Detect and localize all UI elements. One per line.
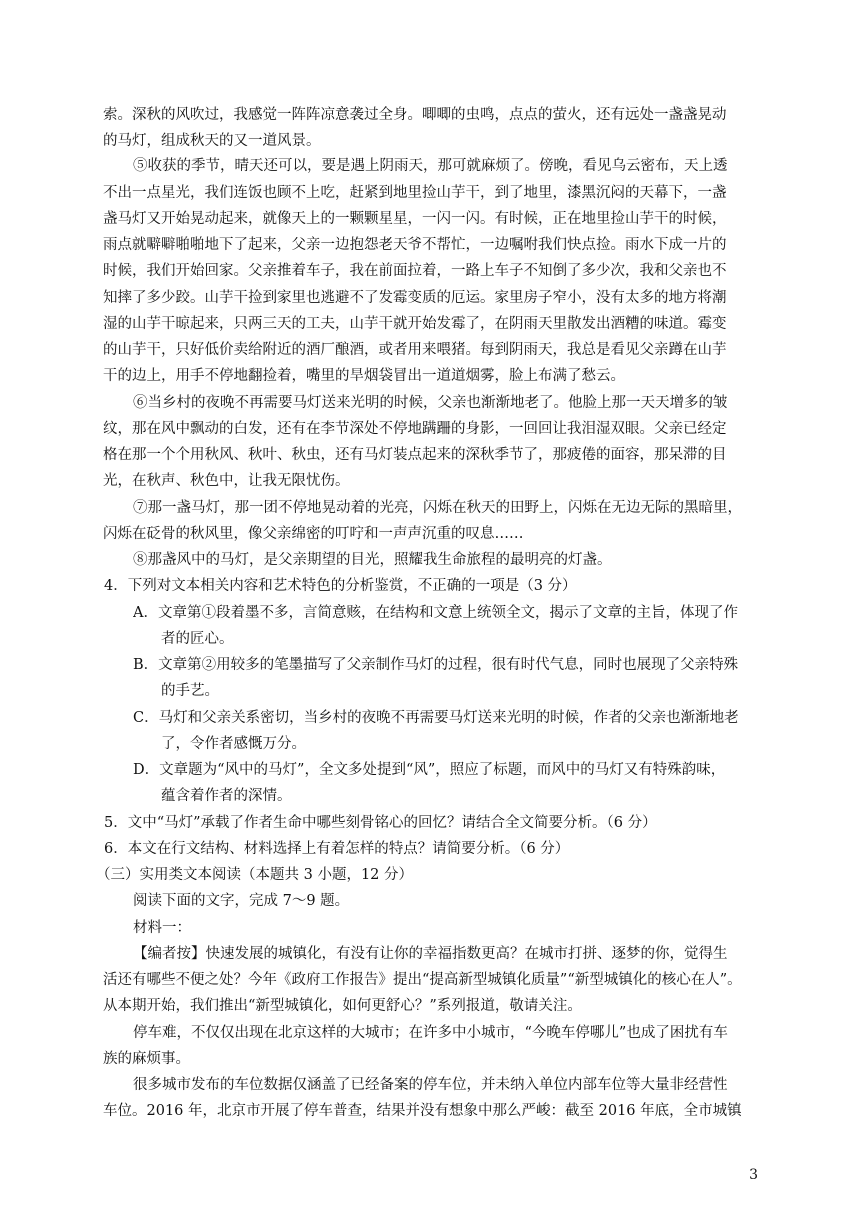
option-d-cont: 蕴含着作者的深情。 xyxy=(161,788,292,804)
text-line: 车位。2016 年，北京市开展了停车普查，结果并没有想象中那么严峻：截至 2016 年底，全市城镇 xyxy=(103,1103,742,1119)
text-line: 格在那一个个用秋风、秋叶、秋虫，还有马灯装点起来的深秋季节了，那疲倦的面容，那呆滞的目 xyxy=(103,447,727,463)
text-line: 时候，我们开始回家。父亲推着车子，我在前面拉着，一路上车子不知倒了多少次，我和父亲也不 xyxy=(103,263,727,279)
paragraph-6-start: ⑥当乡村的夜晚不再需要马灯送来光明的时候，父亲也渐渐地老了。他脸上那一天天增多的皱 xyxy=(133,395,728,411)
paragraph-8: ⑧那盏风中的马灯，是父亲期望的目光，照耀我生命旅程的最明亮的灯盏。 xyxy=(133,552,612,568)
text-line: 纹，那在风中飘动的白发，还有在李节深处不停地蹒跚的身影，一回回让我泪湿双眼。父亲已经定 xyxy=(103,421,727,437)
question-6: 6．本文在行文结构、材料选择上有着怎样的特点？请简要分析。（6 分） xyxy=(104,841,570,857)
text-line: 从本期开始，我们推出“新型城镇化，如何更舒心？”系列报道，敬请关注。 xyxy=(103,998,582,1014)
option-a-cont: 者的匠心。 xyxy=(161,631,234,647)
option-c: C．马灯和父亲关系密切，当乡村的夜晚不再需要马灯送来光明的时候，作者的父亲也渐渐地老 xyxy=(133,710,739,726)
text-line: 知摔了多少跤。山芋干捡到家里也逃避不了发霉变质的厄运。家里房子窄小，没有太多的地方将潮 xyxy=(103,290,727,306)
paragraph-5-start: ⑤收获的季节，晴天还可以，要是遇上阴雨天，那可就麻烦了。傍晚，看见乌云密布，天上透 xyxy=(133,158,728,174)
editor-note-start: 【编者按】快速发展的城镇化，有没有让你的幸福指数更高？在城市打拼、逐梦的你，觉得生 xyxy=(133,946,728,962)
option-a: A．文章第①段着墨不多，言简意赅，在结构和文意上统领全文，揭示了文章的主旨，体现了作 xyxy=(133,605,738,621)
text-line: 闪烁在砭骨的秋风里，像父亲绵密的叮咛和一声声沉重的叹息…… xyxy=(103,526,524,542)
text-line: 光，在秋声、秋色中，让我无限忧伤。 xyxy=(103,473,350,489)
option-b: B．文章第②用较多的笔墨描写了父亲制作马灯的过程，很有时代气息，同时也展现了父亲特殊 xyxy=(133,657,739,673)
text-line: 的山芋干，只好低价卖给附近的酒厂酿酒，或者用来喂猪。每到阴雨天，我总是看见父亲蹲在山芋 xyxy=(103,342,727,358)
section-heading: （三）实用类文本阅读（本题共 3 小题，12 分） xyxy=(96,867,414,883)
text-line: 族的麻烦事。 xyxy=(103,1051,190,1067)
option-b-cont: 的手艺。 xyxy=(161,683,219,699)
instruction: 阅读下面的文字，完成 7～9 题。 xyxy=(133,893,350,909)
material-label: 材料一： xyxy=(133,920,191,936)
option-c-cont: 了，令作者感慨万分。 xyxy=(161,736,306,752)
question-5: 5．文中“马灯”承载了作者生命中哪些刻骨铭心的回忆？请结合全文简要分析。（6 分） xyxy=(104,815,657,831)
paragraph-start: 停车难，不仅仅出现在北京这样的大城市；在许多中小城市，“今晚车停哪儿”也成了困扰有车 xyxy=(133,1025,728,1041)
text-line: 的马灯，组成秋天的又一道风景。 xyxy=(103,133,321,149)
text-line: 干的边上，用手不停地翻捡着，嘴里的旱烟袋冒出一道道烟雾，脸上布满了愁云。 xyxy=(103,368,625,384)
text-line: 索。深秋的风吹过，我感觉一阵阵凉意袭过全身。唧唧的虫鸣，点点的萤火，还有远处一盏盏晃动 xyxy=(103,107,727,123)
text-line: 盏马灯又开始晃动起来，就像天上的一颗颗星星，一闪一闪。有时候，正在地里捡山芋干的时候， xyxy=(103,211,727,227)
text-line: 不出一点星光，我们连饭也顾不上吃，赶紧到地里捡山芋干，到了地里，漆黑沉闷的天幕下，一盏 xyxy=(103,185,727,201)
text-line: 雨点就噼噼啪啪地下了起来，父亲一边抱怨老天爷不帮忙，一边嘱咐我们快点捡。雨水下成一片的 xyxy=(103,237,727,253)
text-line: 活还有哪些不便之处？今年《政府工作报告》提出“提高新型城镇化质量”“新型城镇化的核心在人”。 xyxy=(103,972,742,988)
option-d: D．文章题为“风中的马灯”，全文多处提到“风”，照应了标题，而风中的马灯又有特殊韵味， xyxy=(133,762,726,778)
page-number: 3 xyxy=(749,1167,758,1183)
text-line: 湿的山芋干晾起来，只两三天的工夫，山芋干就开始发霉了，在阴雨天里散发出酒糟的味道。霉变 xyxy=(103,316,727,332)
question-4: 4．下列对文本相关内容和艺术特色的分析鉴赏，不正确的一项是（3 分） xyxy=(104,578,577,594)
paragraph-start: 很多城市发布的车位数据仅涵盖了已经备案的停车位，并未纳入单位内部车位等大量非经营性 xyxy=(133,1077,728,1093)
paragraph-7-start: ⑦那一盏马灯，那一团不停地晃动着的光亮，闪烁在秋天的田野上，闪烁在无边无际的黑暗里， xyxy=(133,500,742,516)
